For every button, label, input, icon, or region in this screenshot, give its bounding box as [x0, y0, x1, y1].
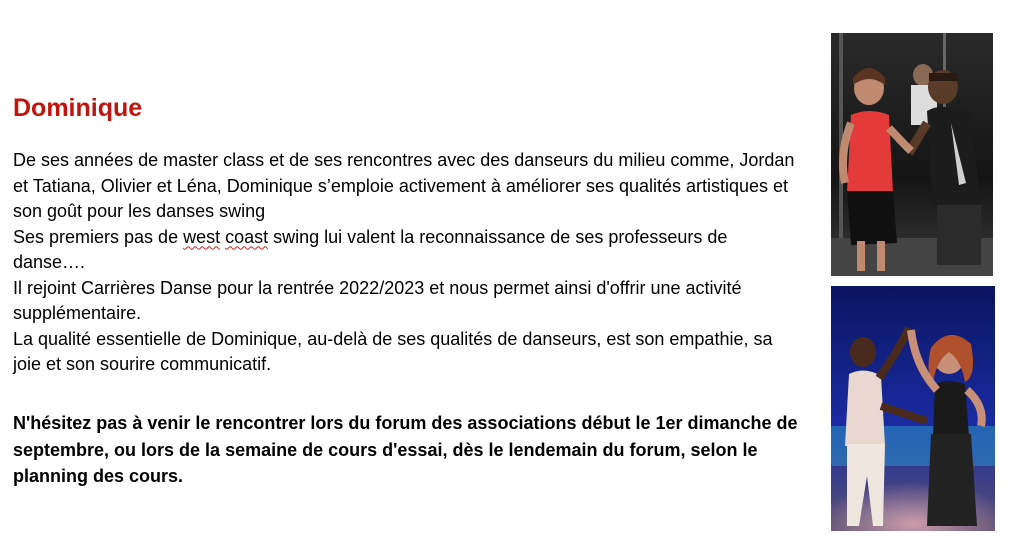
bio-text-segment: swing lui valent la reconnaissance de ses professeurs de danse….	[13, 226, 728, 272]
bio-paragraph-career: De ses années de master class et de ses rencontres avec des danseurs du milieu comme, Jordan et Tatiana, Olivier et Léna, Dominique s’emploie activement à améliorer ses qualités artistiques et son goût pour les danses swing	[13, 150, 795, 221]
spellcheck-word-west: west	[183, 226, 221, 247]
bio-paragraph-qualities: La qualité essentielle de Dominique, au-delà de ses qualités de danseurs, est son empathie, sa joie et son sourire communicatif.	[13, 328, 773, 374]
page-title: Dominique	[13, 94, 143, 122]
bio-paragraph-first-steps	[13, 225, 803, 276]
dance-couple-photo-bottom	[831, 286, 995, 531]
call-to-action-text: N'hésitez pas à venir le rencontrer lors du forum des associations début le 1er dimanche de septembre, ou lors de la semaine de cours d'essai, dès le lendemain du forum, selon le planning des cours.	[13, 413, 798, 486]
bio-text	[13, 148, 803, 378]
bio-text-segment: Ses premiers pas de	[13, 226, 184, 247]
bio-paragraph-joining: Il rejoint Carrières Danse pour la rentrée 2022/2023 et nous permet ainsi d'offrir une activité supplémentaire.	[13, 277, 742, 323]
spellcheck-word-coast: coast	[225, 226, 269, 247]
dance-couple-photo-top	[831, 33, 993, 276]
